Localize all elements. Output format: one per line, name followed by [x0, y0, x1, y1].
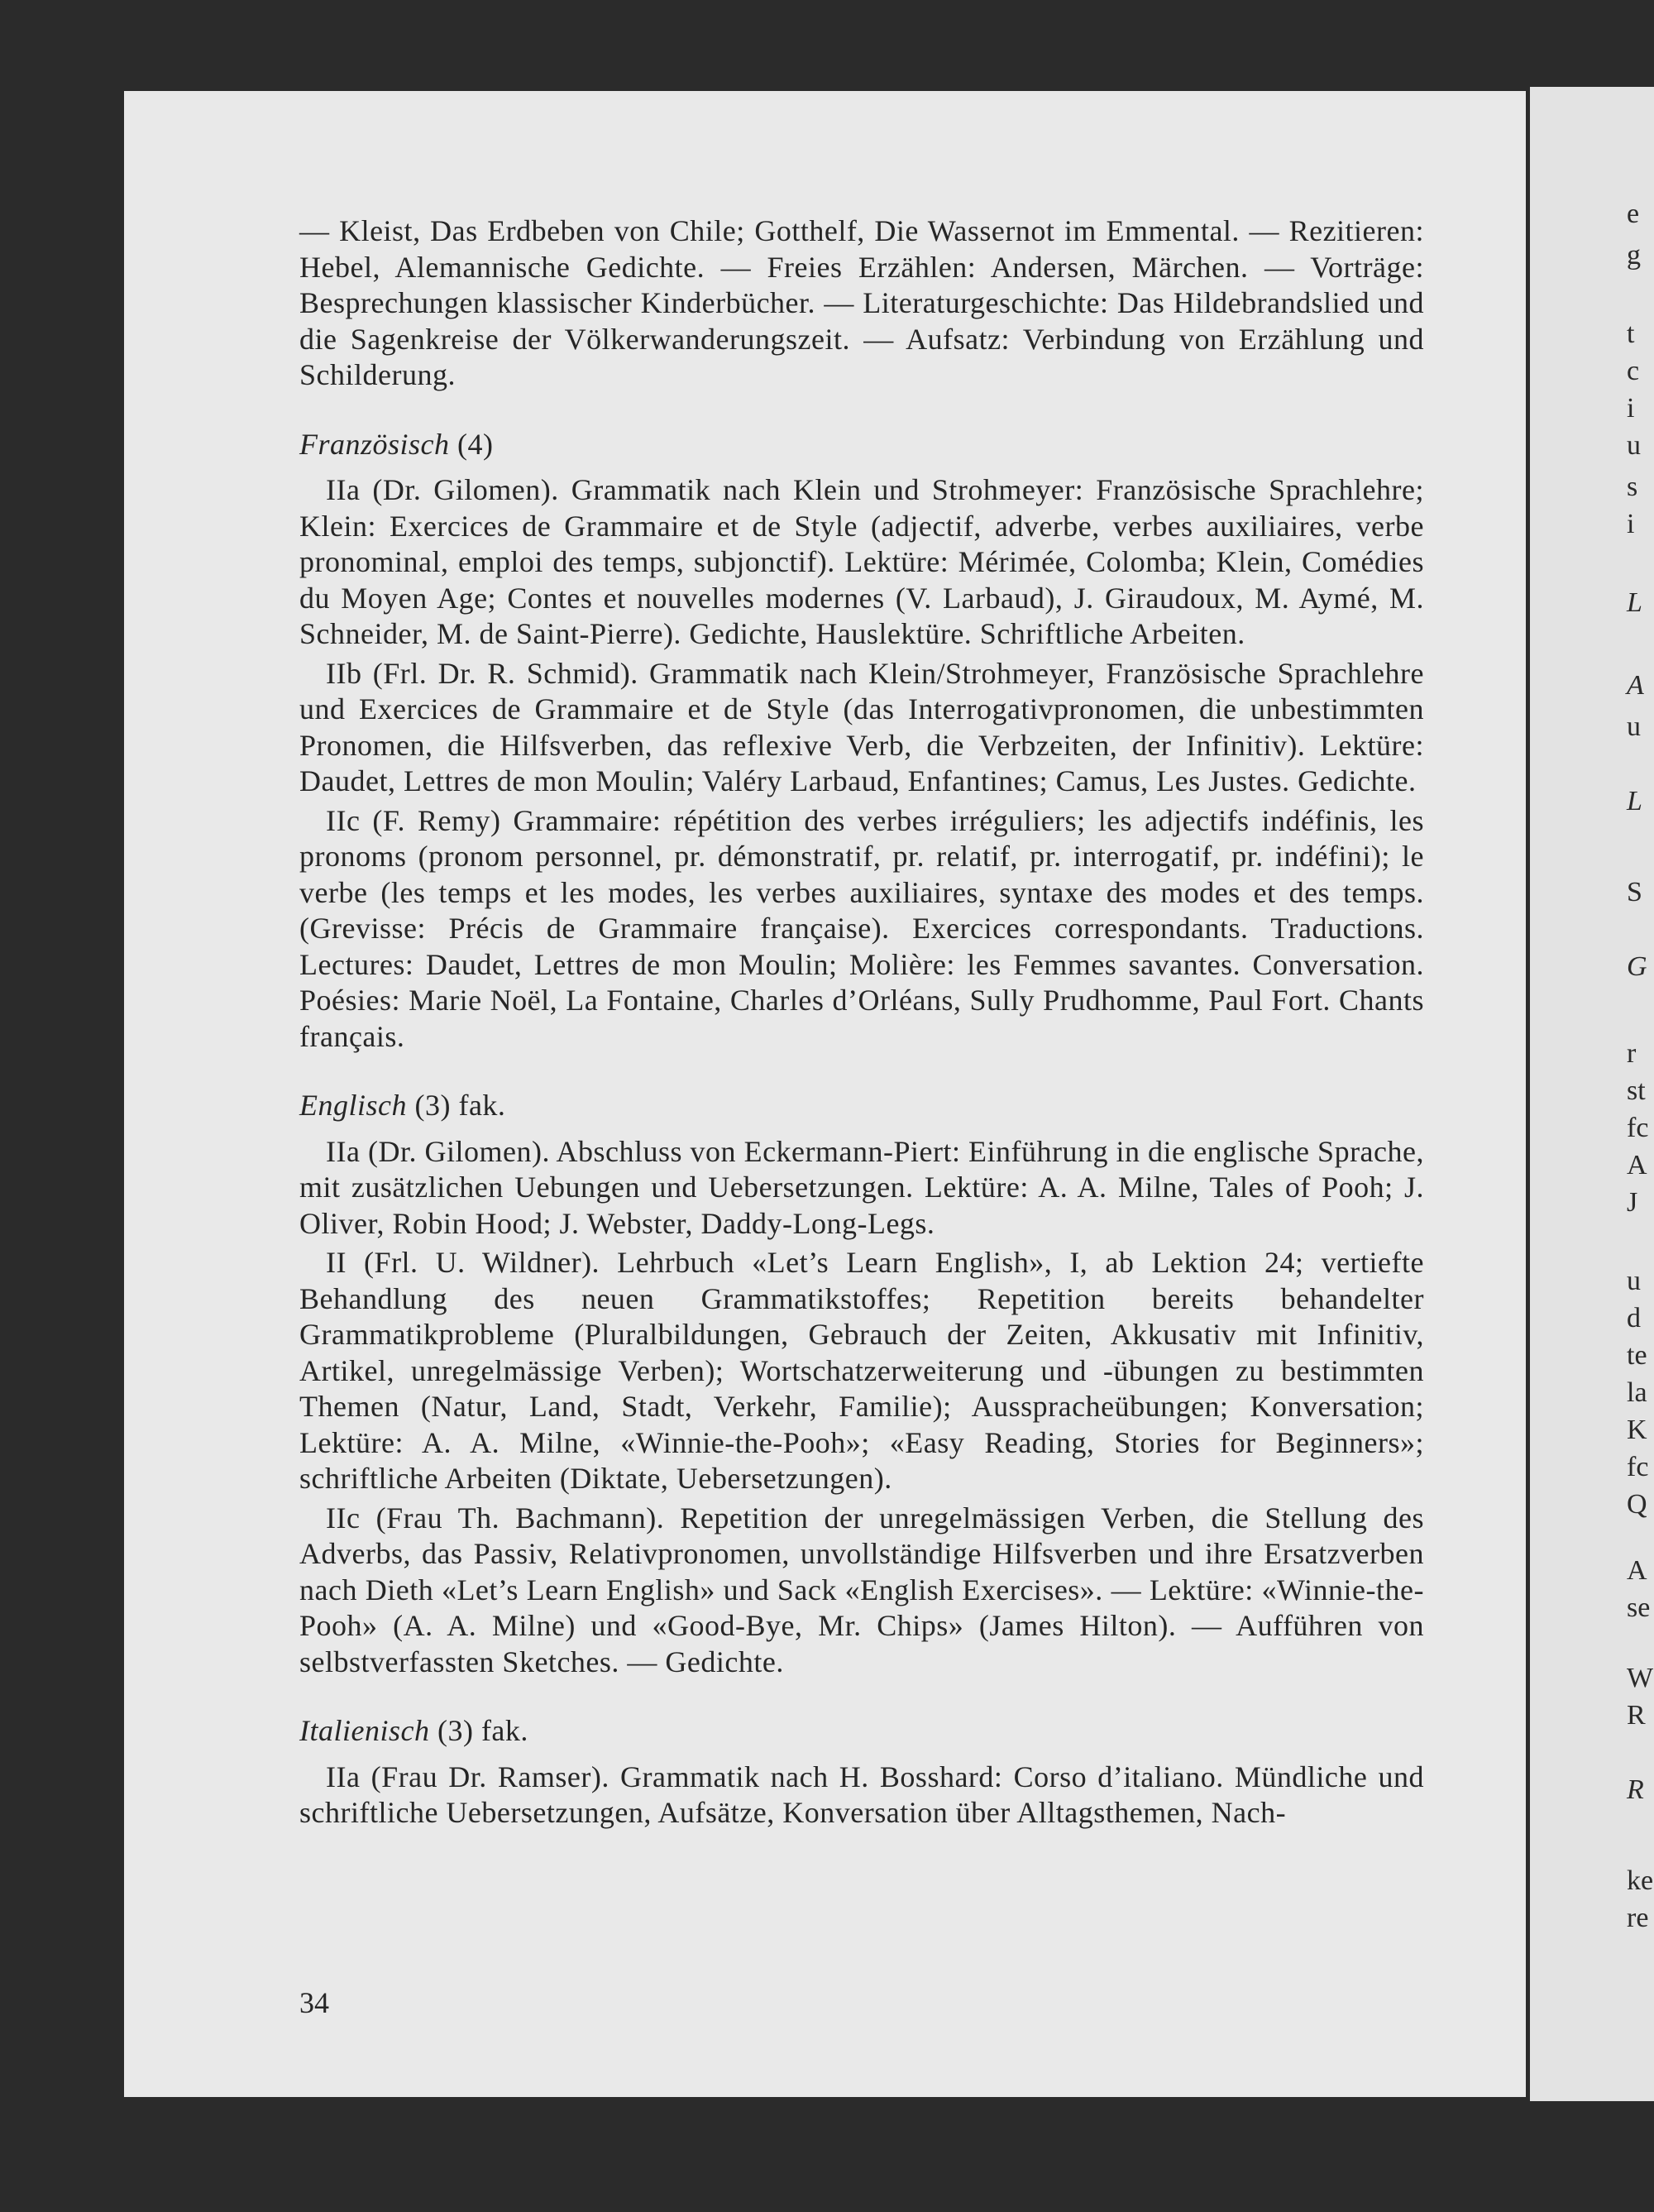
facing-page-fragment: R: [1627, 1700, 1646, 1731]
page-text: [299, 213, 1424, 1831]
paragraph: II (Frl. U. Wildner). Lehrbuch «Let’s Learn English», I, ab Lektion 24; vertiefte Behandlung des neuen Grammatikstoffes; Repetition bereits behandelter Grammatikprobleme (Pluralbildungen, Gebrauch der Zeiten, Akkusativ mit Infinitiv, Artikel, unregelmässige Verben); Wortschatzerweiterung und -übungen zu bestimmten Themen (Natur, Land, Stadt, Verkehr, Familie); Ausspracheübungen; Konversation; Lektüre: A. A. Milne, «Winnie-the-Pooh»; «Easy Reading, Stories for Beginners»; schriftliche Arbeiten (Diktate, Uebersetzungen).: [299, 1246, 1424, 1495]
facing-page-fragment: se: [1627, 1592, 1651, 1623]
facing-page-fragment: fc: [1627, 1113, 1649, 1143]
facing-page-fragment: u: [1627, 1266, 1641, 1296]
paragraph: IIc (Frau Th. Bachmann). Repetition der unregelmässigen Verben, die Stellung des Adverbs, das Passiv, Relativpronomen, unvollständige Hilfsverben und ihre Ersatzverben nach Dieth «Let’s Learn English» und Sack «English Exercises». — Lektüre: «Winnie-the-Pooh» (A. A. Milne) und «Good-Bye, Mr. Chips» (James Hilton). — Aufführen von selbstverfassten Sketches. — Gedichte.: [299, 1501, 1424, 1678]
facing-page-fragment: st: [1627, 1075, 1646, 1106]
facing-page-fragment: A: [1627, 670, 1644, 701]
facing-page-fragment: g: [1627, 240, 1641, 271]
section-subject: Französisch: [299, 427, 450, 461]
facing-page-fragment: i: [1627, 393, 1635, 424]
facing-page-fragment: r: [1627, 1038, 1637, 1069]
facing-page-fragment: W: [1627, 1663, 1654, 1693]
facing-page-fragment: u: [1627, 711, 1641, 742]
facing-page-fragment: L: [1627, 587, 1642, 618]
section-heading-italienisch: [299, 1713, 1424, 1750]
paragraph: IIa (Frau Dr. Ramser). Grammatik nach H. Bosshard: Corso d’italiano. Mündliche und schriftliche Uebersetzungen, Aufsätze, Konversation über Alltagsthemen, Nach-: [299, 1760, 1424, 1829]
facing-page-fragment: K: [1627, 1415, 1647, 1445]
section-heading-englisch: [299, 1088, 1424, 1124]
facing-page-fragment: G: [1627, 951, 1647, 982]
facing-page-fragment: i: [1627, 509, 1635, 539]
section-note: (4): [457, 427, 494, 461]
section-note: (3) fak.: [437, 1714, 528, 1747]
section-note: (3) fak.: [414, 1089, 506, 1122]
facing-page-fragment: S: [1627, 877, 1642, 907]
section-subject: Italienisch: [299, 1714, 430, 1747]
facing-page-fragment: s: [1627, 472, 1638, 502]
section-heading-franzoesisch: [299, 427, 1424, 463]
facing-page-fragment: d: [1627, 1303, 1641, 1333]
facing-page-fragment: te: [1627, 1340, 1647, 1371]
facing-page-fragment: A: [1627, 1150, 1647, 1180]
facing-page-fragment: A: [1627, 1555, 1647, 1586]
paragraph: IIa (Dr. Gilomen). Abschluss von Eckermann-Piert: Einführung in die englische Sprache, mit zusätzlichen Uebungen und Uebersetzungen. Lektüre: A. A. Milne, Tales of Pooh; J. Oliver, Robin Hood; J. Webster, Daddy-Long-Legs.: [299, 1134, 1424, 1240]
facing-page-fragment: u: [1627, 430, 1641, 461]
facing-page-fragment: la: [1627, 1377, 1647, 1408]
facing-page-fragment: ke: [1627, 1865, 1654, 1896]
facing-page-fragment: L: [1627, 786, 1642, 816]
facing-page-fragment: re: [1627, 1903, 1649, 1933]
facing-page-fragment: e: [1627, 199, 1640, 229]
facing-page-fragment: c: [1627, 356, 1640, 386]
paragraph: IIb (Frl. Dr. R. Schmid). Grammatik nach Klein/Strohmeyer, Französische Sprachlehre und Exercices de Grammaire et de Style (das Interrogativpronomen, die unbestimmten Pronomen, die Hilfsverben, das reflexive Verb, die Verbzeiten, der Infinitiv). Lektüre: Daudet, Lettres de mon Moulin; Valéry Larbaud, Enfantines; Camus, Les Justes. Gedichte.: [299, 656, 1424, 797]
facing-page-fragment: J: [1627, 1187, 1638, 1218]
facing-page-fragment: R: [1627, 1774, 1644, 1805]
page-number: 34: [299, 1986, 329, 2019]
paragraph: IIc (F. Remy) Grammaire: répétition des verbes irréguliers; les adjectifs indéfinis, les pronoms (pronom personnel, pr. démonstratif, pr. relatif, pr. interrogatif, pr. indéfini); le verbe (les temps et les modes, les verbes auxiliaires, syntaxe des modes et des temps. (Grevisse: Précis de Grammaire française). Exercices correspondants. Traductions. Lectures: Daudet, Lettres de mon Moulin; Molière: les Femmes savantes. Conversation. Poésies: Marie Noël, La Fontaine, Charles d’Orléans, Sully Prudhomme, Paul Fort. Chants français.: [299, 803, 1424, 1053]
facing-page-fragment: t: [1627, 318, 1635, 349]
facing-page-fragment: fc: [1627, 1452, 1649, 1482]
facing-page-fragment: Q: [1627, 1489, 1647, 1520]
section-subject: Englisch: [299, 1089, 407, 1122]
paragraph: IIa (Dr. Gilomen). Grammatik nach Klein und Strohmeyer: Französische Sprachlehre; Klein: Exercices de Grammaire et de Style (adjectif, adverbe, verbes auxiliaires, verbe pronominal, emploi des temps, subjonctif). Lektüre: Mérimée, Colomba; Klein, Comédies du Moyen Age; Contes et nouvelles modernes (V. Larbaud), J. Giraudoux, M. Aymé, M. Schneider, M. de Saint-Pierre). Gedichte, Hauslektüre. Schriftliche Arbeiten.: [299, 473, 1424, 650]
opening-paragraph: — Kleist, Das Erdbeben von Chile; Gotthelf, Die Wassernot im Emmental. — Rezitieren: Hebel, Alemannische Gedichte. — Freies Erzählen: Andersen, Märchen. — Vorträge: Besprechungen klassischer Kinderbücher. — Literaturgeschichte: Das Hildebrandslied und die Sagenkreise der Völkerwanderungszeit. — Aufsatz: Verbindung von Erzählung und Schilderung.: [299, 214, 1424, 391]
